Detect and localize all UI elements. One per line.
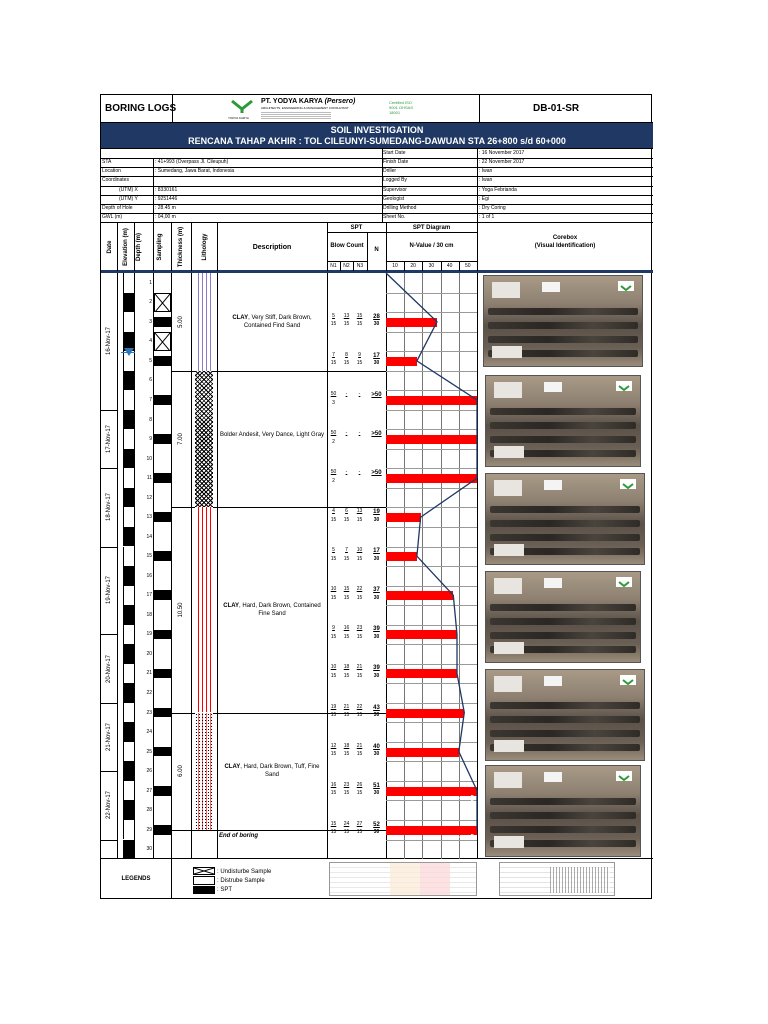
depth-tick: 24 bbox=[146, 729, 152, 735]
col-elevation: Elevation (m) bbox=[123, 228, 129, 266]
spt-mark bbox=[154, 590, 171, 600]
spt-n: 17 bbox=[373, 352, 380, 359]
info-table bbox=[101, 149, 653, 222]
spt-pen-p2: 15 bbox=[343, 672, 350, 679]
spt-n2: - bbox=[345, 469, 348, 476]
info-label: Logged By bbox=[383, 177, 407, 184]
elevation-segment bbox=[123, 273, 134, 293]
spt-pen-pn: 30 bbox=[373, 751, 380, 758]
date-label: 17-Nov-17 bbox=[106, 425, 112, 454]
spt-pen-p1: 15 bbox=[330, 633, 337, 640]
spt-pen-p3: 15 bbox=[356, 321, 363, 328]
depth-tick: 2 bbox=[149, 299, 152, 306]
depth-tick: 14 bbox=[146, 533, 152, 540]
spt-n3: 21 bbox=[356, 742, 363, 749]
depth-tick: 13 bbox=[146, 514, 152, 521]
info-label: Finish Date bbox=[383, 159, 409, 166]
spt-n1: 10 bbox=[330, 664, 337, 671]
info-value: : 9251446 bbox=[155, 195, 178, 202]
spt-pen-pn: 30 bbox=[373, 829, 380, 836]
layer-thickness: 7.00 bbox=[178, 433, 184, 445]
elevation-segment bbox=[123, 527, 134, 547]
spt-n: 19 bbox=[373, 509, 380, 516]
legend-disturbed: : Distrube Sample bbox=[217, 878, 265, 884]
spt-mark bbox=[154, 317, 171, 327]
info-label: (UTM) Y bbox=[119, 195, 138, 202]
spt-n3: 9 bbox=[358, 351, 361, 358]
elevation-segment bbox=[123, 449, 134, 469]
elevation-segment bbox=[123, 468, 134, 488]
spt-n2: 21 bbox=[343, 703, 350, 710]
spt-pen-p3: 15 bbox=[356, 516, 363, 523]
corebox-photo bbox=[485, 375, 641, 467]
col-description: Description bbox=[252, 244, 292, 251]
spt-pen-pn: 30 bbox=[373, 712, 380, 718]
spt-pen-p3: 15 bbox=[356, 829, 363, 836]
spt-pen-p2: 15 bbox=[343, 555, 350, 562]
spt-pen-p1: 15 bbox=[330, 751, 337, 758]
elevation-segment bbox=[123, 722, 134, 742]
elevation-segment bbox=[123, 800, 134, 820]
spt-mark bbox=[154, 512, 171, 522]
spt-icon bbox=[193, 886, 215, 894]
date-label: 18-Nov-17 bbox=[106, 493, 112, 522]
info-label: Depth of Hole bbox=[102, 204, 133, 211]
depth-tick: 28 bbox=[146, 807, 152, 814]
spt-n2: 13 bbox=[343, 312, 350, 319]
corebox-photo bbox=[485, 765, 641, 857]
info-value: : 22 November 2017 bbox=[479, 159, 525, 166]
depth-tick: 11 bbox=[146, 475, 152, 482]
depth-tick: 15 bbox=[146, 553, 152, 560]
spt-pen-p1: 15 bbox=[330, 829, 337, 836]
spt-n3: 23 bbox=[356, 625, 363, 632]
elevation-segment bbox=[123, 488, 134, 508]
spt-n3: 26 bbox=[356, 781, 363, 788]
info-value: : 04,00 m bbox=[155, 213, 176, 220]
depth-tick: 22 bbox=[146, 690, 152, 696]
lithology-pattern bbox=[195, 273, 213, 371]
spt-n1: 50 bbox=[330, 430, 337, 436]
company-name: PT. YODYA KARYA (Persero) bbox=[261, 98, 356, 105]
depth-tick: 29 bbox=[146, 826, 152, 833]
spt-mark bbox=[154, 473, 171, 483]
info-value: : Sumedang, Jawa Barat, Indonesia bbox=[155, 168, 235, 175]
spt-n2: 18 bbox=[343, 742, 350, 749]
spt-mark bbox=[154, 434, 171, 444]
spt-n: 17 bbox=[373, 548, 380, 555]
scale-label: 10 bbox=[392, 263, 398, 269]
depth-tick: 27 bbox=[146, 787, 152, 794]
spt-pen-p2: 15 bbox=[343, 751, 350, 758]
col-n: N bbox=[374, 247, 379, 253]
depth-tick: 6 bbox=[149, 377, 152, 384]
spt-pen-p3: 15 bbox=[356, 594, 363, 601]
elevation-segment bbox=[123, 507, 134, 527]
spt-pen-p3: 15 bbox=[356, 712, 363, 718]
spt-n3: 27 bbox=[356, 820, 363, 827]
info-value: : Iwan bbox=[479, 168, 493, 175]
depth-tick: 21 bbox=[146, 670, 152, 677]
spt-n: 40 bbox=[373, 743, 380, 750]
layer-description: Bolder Andesit, Very Dance, Light Gray bbox=[219, 432, 325, 438]
spt-n: 28 bbox=[373, 313, 380, 320]
date-label: 19-Nov-17 bbox=[106, 576, 112, 605]
legend-undisturbed: : Undisturbe Sample bbox=[217, 869, 272, 875]
spt-n3: 21 bbox=[356, 664, 363, 671]
company-logo-icon bbox=[229, 98, 255, 118]
logo-caption: YODYA KARYA bbox=[228, 116, 249, 120]
spt-n2: 8 bbox=[345, 351, 348, 358]
spt-n2: 15 bbox=[343, 586, 350, 593]
spt-n: 43 bbox=[373, 704, 380, 711]
info-label: (UTM) X bbox=[119, 186, 138, 193]
spt-n3: 13 bbox=[356, 508, 363, 515]
spt-mark bbox=[154, 551, 171, 561]
corebox-photo bbox=[485, 571, 641, 663]
spt-n2: 18 bbox=[343, 664, 350, 671]
spt-n1: 4 bbox=[332, 508, 335, 515]
elevation-segment bbox=[123, 312, 134, 332]
nvalue-polyline bbox=[386, 273, 477, 830]
depth-tick: 10 bbox=[146, 455, 152, 462]
info-value: : 28.45 m bbox=[155, 204, 176, 211]
spt-pen-p1: 15 bbox=[330, 672, 337, 679]
spt-pen-p2: 15 bbox=[343, 360, 350, 367]
spt-n2: 7 bbox=[345, 547, 348, 554]
spt-mark bbox=[154, 708, 171, 718]
info-label: STA bbox=[102, 159, 112, 166]
boring-logs-title: BORING LOGS bbox=[105, 103, 177, 114]
spt-n: 51 bbox=[373, 782, 380, 789]
spt-mark bbox=[154, 356, 171, 366]
spt-pen-p1: 15 bbox=[330, 321, 337, 328]
spt-pen-p2: 15 bbox=[343, 712, 350, 718]
spt-pen-p3: 15 bbox=[356, 633, 363, 640]
elevation-segment bbox=[123, 840, 134, 860]
header-row bbox=[101, 95, 653, 123]
col-corebox: Corebox bbox=[552, 235, 578, 241]
document-id: DB-01-SR bbox=[533, 103, 580, 114]
column-headers bbox=[101, 222, 653, 273]
layer-thickness: 6.00 bbox=[178, 765, 184, 777]
layer-description: CLAY, Hard, Dark Brown, Contained Fine Sand bbox=[223, 603, 321, 618]
info-label: Supervisor bbox=[383, 186, 407, 193]
layer-description: CLAY, Hard, Dark Brown, Tuff, Fine Sand bbox=[224, 764, 320, 779]
layer-thickness: 5.00 bbox=[178, 315, 184, 328]
lithology-pattern bbox=[195, 371, 213, 508]
date-label: 21-Nov-17 bbox=[106, 722, 112, 751]
spt-n2: 23 bbox=[343, 781, 350, 788]
legend-spt: : SPT bbox=[217, 887, 233, 893]
depth-tick: 20 bbox=[146, 650, 152, 657]
log-body bbox=[101, 273, 653, 859]
elevation-segment bbox=[123, 664, 134, 684]
spt-n1: 50 bbox=[330, 469, 337, 476]
spt-n: >50 bbox=[371, 431, 382, 437]
spt-n3: 15 bbox=[356, 312, 363, 319]
spt-mark bbox=[154, 669, 171, 679]
spt-n1: 5 bbox=[332, 312, 335, 319]
spt-pen-pn: 30 bbox=[373, 555, 380, 562]
spt-n1: 7 bbox=[332, 351, 335, 358]
spt-n1: 16 bbox=[330, 781, 337, 788]
depth-tick: 26 bbox=[146, 768, 152, 775]
spt-pen-p3: 15 bbox=[356, 751, 363, 758]
info-value: : Egi bbox=[479, 195, 490, 202]
spt-pen-p2: 15 bbox=[343, 790, 350, 797]
spt-n3: 22 bbox=[356, 703, 363, 710]
spt-pen-p1: 15 bbox=[330, 594, 337, 601]
lithology-pattern bbox=[195, 507, 213, 712]
info-value: : 16 November 2017 bbox=[479, 150, 525, 156]
depth-tick: 5 bbox=[149, 357, 152, 364]
col-thickness: Thickness (m) bbox=[178, 226, 184, 268]
spt-pen-p3: 15 bbox=[356, 555, 363, 562]
spt-n2: - bbox=[345, 430, 348, 436]
spt-mark bbox=[154, 825, 171, 835]
company-address-lines bbox=[261, 112, 331, 120]
info-value: : 41+993 (Overpass Jl. Cileupuh) bbox=[155, 159, 229, 166]
info-label: Coordinates bbox=[102, 177, 129, 184]
date-label: 20-Nov-17 bbox=[106, 654, 112, 683]
col-date: Date bbox=[107, 240, 113, 254]
scale-label: 50 bbox=[465, 263, 471, 269]
elevation-segment bbox=[123, 683, 134, 703]
spt-n1: 5 bbox=[332, 547, 335, 554]
spt-pen-pn: 30 bbox=[373, 594, 380, 601]
project-banner bbox=[101, 123, 653, 149]
undisturbed-sample-icon bbox=[154, 332, 171, 352]
elevation-segment bbox=[123, 547, 134, 567]
depth-tick: 9 bbox=[149, 436, 152, 442]
info-value: : Iwan bbox=[479, 177, 493, 184]
spt-n3: 10 bbox=[356, 547, 363, 554]
depth-tick: 19 bbox=[146, 631, 152, 638]
spt-n1: 9 bbox=[332, 625, 335, 632]
depth-tick: 23 bbox=[146, 709, 152, 716]
col-lithology: Lithology bbox=[202, 233, 208, 261]
info-label: Driller bbox=[383, 168, 397, 175]
scale-label: 40 bbox=[446, 263, 453, 269]
spt-pen-p1: 15 bbox=[330, 790, 337, 797]
spt-n1: 19 bbox=[330, 703, 337, 710]
spt-n: 39 bbox=[373, 626, 380, 633]
elevation-segment bbox=[123, 390, 134, 410]
depth-tick: 8 bbox=[149, 416, 152, 423]
elevation-segment bbox=[123, 781, 134, 801]
depth-tick: 30 bbox=[146, 846, 152, 853]
col-spt-diagram: SPT Diagram bbox=[412, 225, 451, 231]
col-corebox-sub: (Visual Identification) bbox=[534, 243, 596, 249]
spt-pen-p1: 2 bbox=[332, 438, 335, 445]
spt-n: >50 bbox=[371, 392, 382, 398]
depth-tick: 7 bbox=[149, 397, 152, 403]
spt-pen-pn: 30 bbox=[373, 321, 380, 328]
col-depth: Depth (m) bbox=[136, 233, 142, 261]
lithology-pattern bbox=[195, 713, 213, 830]
col-n1: N1 bbox=[330, 263, 337, 269]
nvalue-scale bbox=[386, 261, 477, 271]
spt-n2: 16 bbox=[343, 625, 350, 632]
info-label: Drilling Method bbox=[383, 204, 417, 211]
banner-title: SOIL INVESTIGATION bbox=[330, 125, 424, 135]
legends-row bbox=[101, 859, 653, 899]
spt-pen-p2: 15 bbox=[343, 633, 350, 640]
company-tagline: ARCHITECTS, ENGINEERING & MANAGEMENT CONSULTANT bbox=[261, 106, 349, 110]
end-of-boring: End of boring bbox=[219, 832, 258, 839]
spt-pen-pn: 30 bbox=[373, 633, 380, 640]
elevation-segment bbox=[123, 820, 134, 840]
info-label: Start Date bbox=[383, 150, 406, 156]
spt-n1: 15 bbox=[330, 820, 337, 827]
spt-n: 39 bbox=[373, 665, 380, 672]
corebox-photo bbox=[485, 473, 645, 565]
undisturbed-sample-icon bbox=[193, 867, 215, 875]
consistency-table bbox=[329, 862, 477, 896]
info-value: : 8330161 bbox=[155, 186, 178, 193]
depth-tick: 3 bbox=[149, 318, 152, 325]
disturbed-sample-icon bbox=[193, 876, 215, 885]
spt-n: 37 bbox=[373, 587, 380, 594]
elevation-segment bbox=[123, 586, 134, 606]
spt-pen-p1: 15 bbox=[330, 555, 337, 562]
spt-pen-p2: 15 bbox=[343, 516, 350, 523]
spt-mark bbox=[154, 747, 171, 757]
depth-tick: 4 bbox=[149, 338, 152, 345]
spt-pen-p1: 15 bbox=[330, 360, 337, 367]
elevation-segment bbox=[123, 429, 134, 449]
depth-tick: 16 bbox=[146, 572, 152, 579]
info-label: GWL (m) bbox=[102, 213, 123, 220]
layer-description: CLAY, Very Stiff, Dark Brown, Contained Find Sand bbox=[232, 314, 312, 329]
spt-pen-p3: 15 bbox=[356, 672, 363, 679]
soil-pattern-table bbox=[499, 862, 615, 896]
elevation-segment bbox=[123, 644, 134, 664]
layer-thickness: 10.50 bbox=[178, 602, 184, 618]
elevation-segment bbox=[123, 761, 134, 781]
boring-log-sheet bbox=[100, 94, 652, 899]
spt-pen-pn: 30 bbox=[373, 672, 380, 679]
spt-pen-p2: 15 bbox=[343, 594, 350, 601]
spt-pen-p1: 15 bbox=[330, 516, 337, 523]
depth-tick: 18 bbox=[146, 611, 152, 618]
spt-n1: 10 bbox=[330, 586, 337, 593]
info-value: : Dry Coring bbox=[479, 204, 506, 211]
spt-n3: - bbox=[358, 469, 361, 476]
certification: Certified ISO 9001 OHSAS 18001 bbox=[389, 100, 414, 115]
depth-tick: 25 bbox=[146, 748, 152, 755]
elevation-segment bbox=[123, 703, 134, 723]
col-blow-count: Blow Count bbox=[330, 243, 364, 249]
spt-n: 52 bbox=[373, 821, 380, 828]
spt-pen-p2: 15 bbox=[343, 321, 350, 328]
depth-tick: 1 bbox=[149, 279, 152, 286]
info-value: : Yoga Febrianda bbox=[479, 186, 517, 193]
scale-label: 30 bbox=[428, 263, 435, 269]
spt-pen-p3: 15 bbox=[356, 360, 363, 367]
date-label: 22-Nov-17 bbox=[106, 791, 112, 820]
spt-pen-p1: 3 bbox=[332, 399, 335, 406]
col-nvalue: N-Value / 30 cm bbox=[409, 243, 454, 249]
spt-n2: - bbox=[345, 391, 348, 397]
col-spt: SPT bbox=[350, 225, 363, 231]
spt-pen-pn: 30 bbox=[373, 516, 380, 523]
elevation-segment bbox=[123, 410, 134, 430]
legends-title: LEGENDS bbox=[121, 876, 151, 882]
col-n2: N2 bbox=[343, 263, 350, 269]
depth-tick: 17 bbox=[146, 592, 152, 599]
info-label: Location bbox=[102, 168, 121, 175]
corebox-photo bbox=[483, 275, 643, 367]
spt-pen-p1: 15 bbox=[330, 712, 337, 718]
spt-n1: 12 bbox=[330, 742, 337, 749]
spt-pen-p1: 2 bbox=[332, 477, 335, 484]
spt-n3: - bbox=[358, 391, 361, 397]
spt-pen-p3: 15 bbox=[356, 790, 363, 797]
spt-pen-pn: 30 bbox=[373, 790, 380, 797]
elevation-segment bbox=[123, 293, 134, 313]
spt-n2: 6 bbox=[345, 508, 348, 515]
scale-label: 20 bbox=[410, 263, 416, 269]
spt-pen-pn: 30 bbox=[373, 360, 380, 367]
nvalue-line bbox=[386, 273, 477, 859]
info-label: Sheet No. bbox=[383, 213, 406, 220]
elevation-segment bbox=[123, 625, 134, 645]
gwl-icon bbox=[124, 343, 134, 351]
spt-n3: 22 bbox=[356, 586, 363, 593]
info-label: Geologist bbox=[383, 195, 405, 202]
col-sampling: Sampling bbox=[157, 233, 163, 261]
spt-n1: 50 bbox=[330, 391, 337, 397]
spt-n3: - bbox=[358, 430, 361, 436]
elevation-segment bbox=[123, 566, 134, 586]
elevation-segment bbox=[123, 742, 134, 762]
corebox-photo bbox=[485, 669, 645, 761]
date-label: 16-Nov-17 bbox=[106, 327, 112, 356]
spt-mark bbox=[154, 786, 171, 796]
spt-n: >50 bbox=[371, 470, 382, 477]
col-n3: N3 bbox=[356, 263, 364, 269]
undisturbed-sample-icon bbox=[154, 293, 171, 313]
depth-tick: 12 bbox=[146, 494, 152, 501]
spt-pen-p2: 15 bbox=[343, 829, 350, 836]
spt-n2: 24 bbox=[343, 820, 350, 827]
info-value: : 1 of 1 bbox=[479, 213, 495, 220]
banner-subtitle: RENCANA TAHAP AKHIR : TOL CILEUNYI-SUMEDANG-DAWUAN STA 26+800 s/d 60+000 bbox=[188, 136, 566, 146]
spt-mark bbox=[154, 395, 171, 405]
elevation-segment bbox=[123, 605, 134, 625]
elevation-segment bbox=[123, 371, 134, 391]
spt-mark bbox=[154, 630, 171, 640]
